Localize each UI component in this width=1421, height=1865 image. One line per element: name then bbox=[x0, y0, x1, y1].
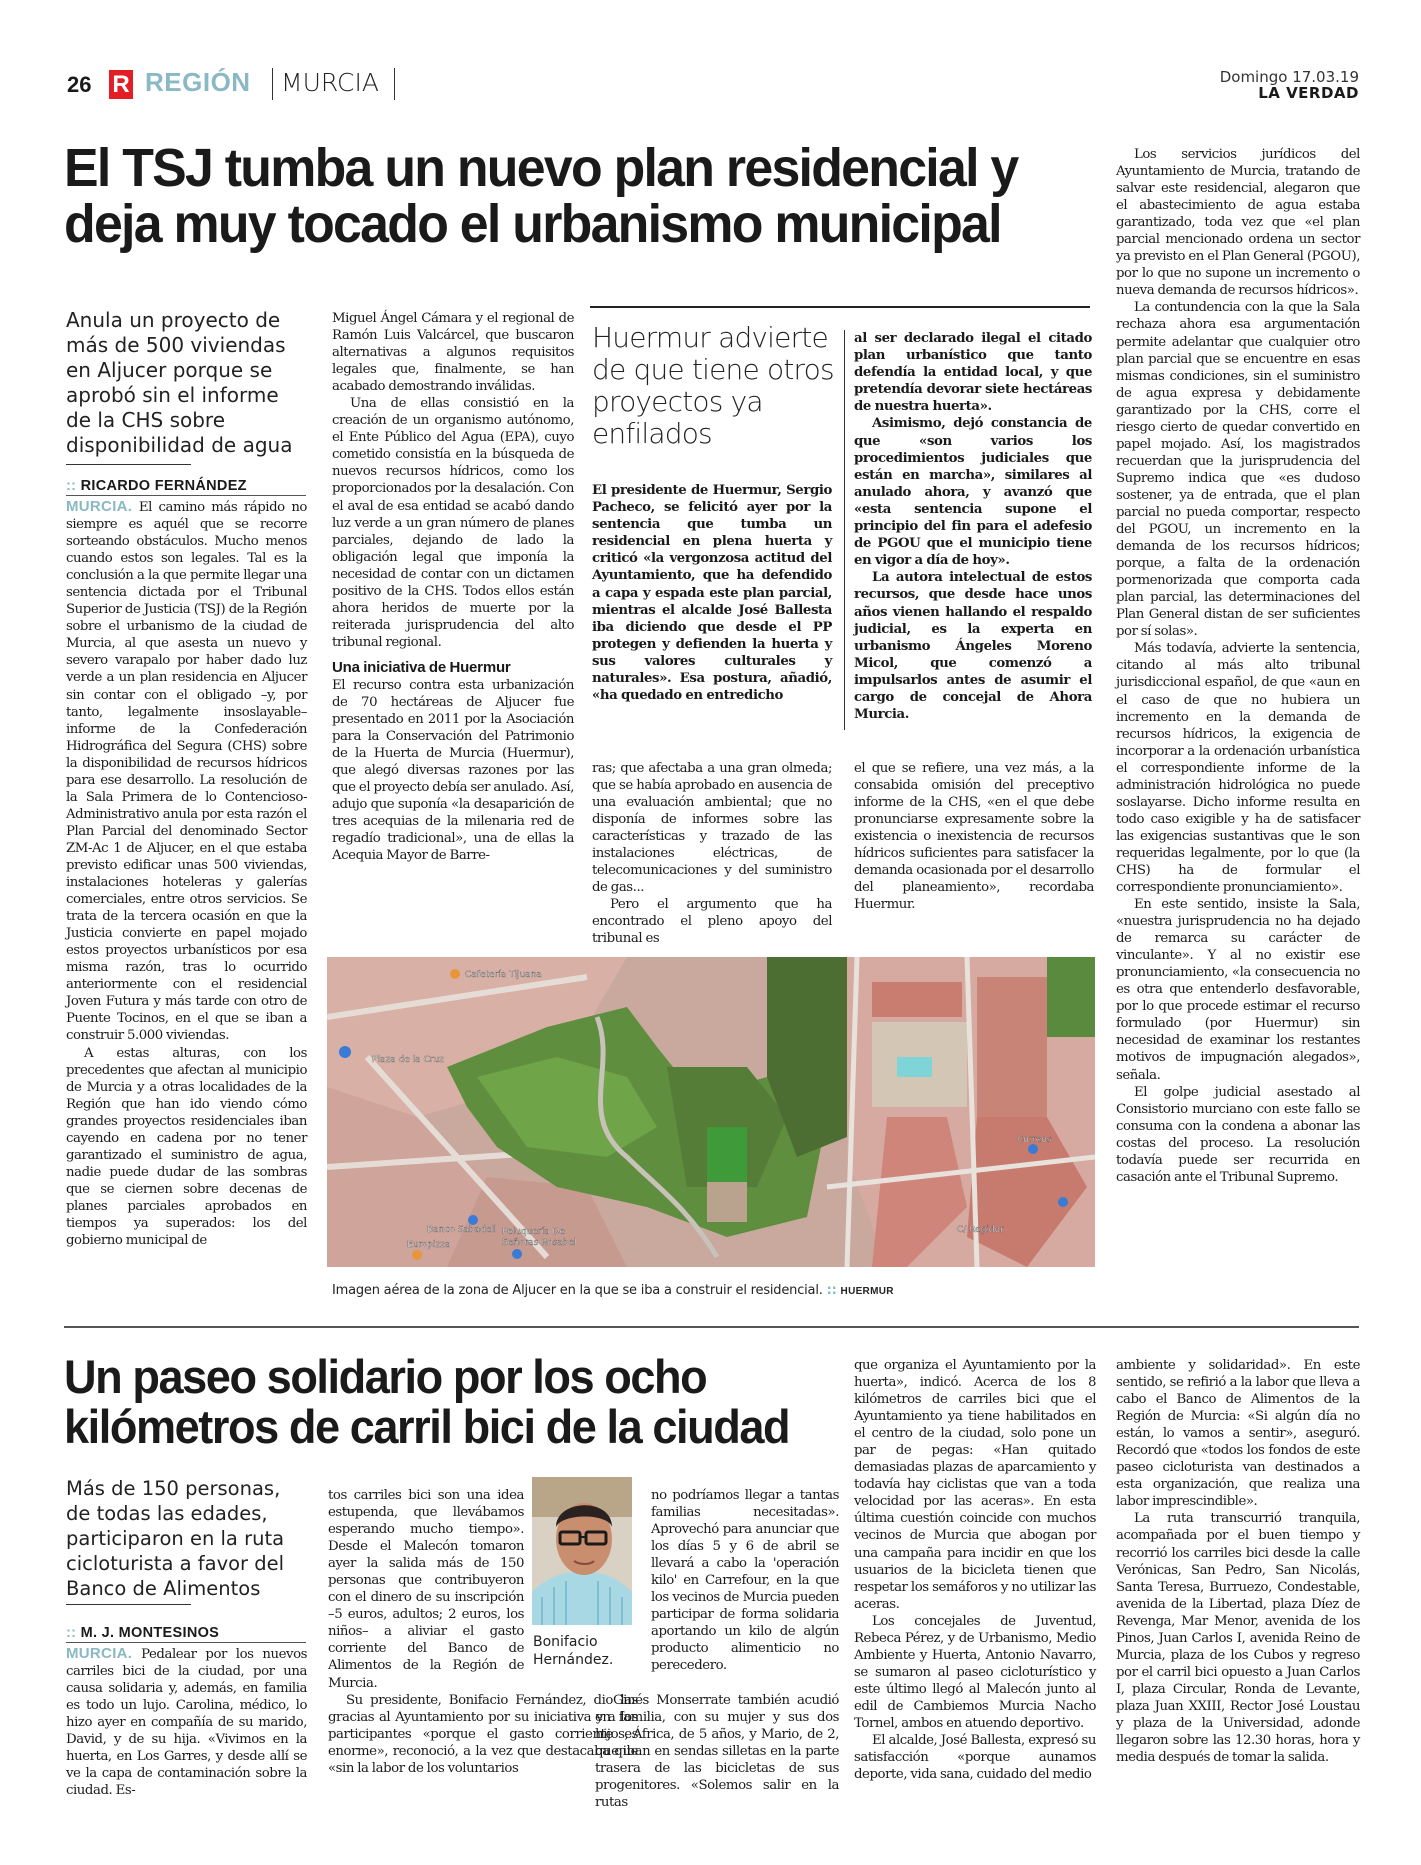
deck-rule bbox=[66, 1604, 191, 1605]
article-column-4 bbox=[854, 1357, 1096, 1783]
byline-author: M. J. MONTESINOS bbox=[80, 1625, 220, 1641]
article-deck: Anula un proyecto de más de 500 viviendas en Aljucer porque se aprobó sin el informe de la CHS sobre disponibilidad de agua bbox=[66, 308, 293, 457]
map-label: Plaza de la Cruz bbox=[372, 1055, 444, 1065]
issue-date: Domingo 17.03.19 bbox=[1219, 68, 1359, 86]
article-column-3 bbox=[592, 760, 832, 948]
subheading: Una iniciativa de Huermur bbox=[332, 658, 511, 676]
paragraph: Miguel Ángel Cámara y el regional de Ramón Luis Valcárcel, que buscaron alternativas a algunos requisitos legales que, finalmente, se han acabado demostrando inválidas. bbox=[332, 311, 574, 395]
article-column-3a bbox=[651, 1487, 839, 1675]
byline-dots-icon: :: bbox=[66, 478, 77, 494]
paragraph: Más todavía, advierte la sentencia, citando al más alto tribunal jurisdiccional español, de que «aun en el caso de que no hubiera un incremento en la demanda de recursos hídricos, la exigencia de incorporar a la ordenación urbanística el correspondiente informe de la administración hidrológica no puede soslayarse. Dicho informe resulta en todo caso exigible y ha de satisfacer las exigencias sustantivas que le son requeridas legalmente, por lo que (la CHS) ha de formular el correspondiente pronunciamiento». bbox=[1116, 641, 1360, 896]
map-label: Europizza bbox=[407, 1240, 451, 1250]
byline-dots-icon: :: bbox=[66, 1625, 77, 1641]
paragraph: En este sentido, insiste la Sala, «nuestra jurisprudencia no ha dejado de remarca su carácter de vinculante». Y al no existir ese pronunciamiento, «la consecuencia no es otra que entenderlo desfavorable, por lo que procede estimar el recurso formulado (por Huermur) sin necesidad de examinar los restantes motivos de impugnación alegados», señala. bbox=[1116, 897, 1360, 1083]
paragraph: el que se refiere, una vez más, a la consabida omisión del preceptivo informe de la CHS, «en el que debe pronunciarse expresamente sobre la existencia o inexistencia de recursos hídricos suficientes para satisfacer la demanda ocasionada por el desarrollo del planeamiento», recordaba Huermur. bbox=[854, 761, 1094, 913]
region-logo-icon: R bbox=[109, 70, 133, 99]
paragraph: La ruta transcurrió tranquila, acompañada por el buen tiempo y recorrió los carriles bici desde la calle Verónicas, San Pedro, San Nicolás, Santa Teresa, Burruezo, Condestable, avenida de la Libertad, plaza Díez de Revenga, Mar Menor, avenida de los Pinos, Juan Carlos I, avenida Reino de Murcia, plaza de los Cubos y regreso por el carril bici opuesto a Juan Carlos I, plaza Circular, Ronda de Levante, plaza Juan XXIII, Rector José Loustau y plaza de la Universidad, adonde llegaron sobre las 12.30 horas, hora y media después de tomar la salida. bbox=[1116, 1511, 1360, 1766]
map-label: Cafetería Tijuana bbox=[465, 970, 542, 980]
paragraph: El golpe judicial asestado al Consistorio murciano con este fallo se consuma con la condena a abonar las costas del proceso. La resolución todavía puede ser recurrida en casación ante el Tribunal Supremo. bbox=[1116, 1084, 1360, 1185]
caption-text: Imagen aérea de la zona de Aljucer en la que se iba a construir el residencial. bbox=[332, 1283, 823, 1298]
article-byline bbox=[66, 1625, 306, 1643]
article-column-5 bbox=[1116, 146, 1360, 1186]
article-column-3b bbox=[595, 1692, 839, 1811]
paragraph: Asimismo, dejó constancia de que «son varios los procedimientos judiciales que están en marcha», similares al anulado ahora, y avanzó que «esta sentencia supone el principio del fin para el adefesio de PGOU que el municipio tiene en vigor a día de hoy». bbox=[854, 416, 1092, 569]
paragraph: Su presidente, Bonifacio Fernández, dio las gracias al Ayuntamiento por su iniciativa y a los participantes «porque el gasto corriente es enorme», reconoció, a la vez que destacaba que «sin la labor de los voluntarios bbox=[328, 1693, 638, 1777]
box-column-divider bbox=[844, 330, 845, 730]
credit-dots-icon: :: bbox=[826, 1283, 837, 1298]
portrait-caption: Bonifacio Hernández. bbox=[533, 1634, 614, 1668]
deck-rule bbox=[66, 464, 191, 465]
paragraph: El recurso contra esta urbanización de 70 hectáreas de Aljucer fue presentado en 2011 por la Asociación para la Conservación del Patrimonio de la Huerta de Murcia (Huermur), que alegó diversas razones por las que el proyecto debía ser anulado. Así, adujo que suponía «la desaparición de tres acequias de la milenaria red de regadío tradicional», una de ellas la Acequia Mayor de Barre- bbox=[332, 677, 574, 864]
box-top-rule bbox=[590, 306, 1090, 308]
paragraph: La autora intelectual de estos recursos, que desde hace unos años vienen hallando el respaldo judicial, es la experta en urbanismo Ángeles Moreno Micol, que comenzó a impulsarlos antes de asumir el cargo de concejal de Ahora Murcia. bbox=[854, 570, 1092, 723]
page-number: 26 bbox=[67, 72, 92, 97]
paragraph: El presidente de Huermur, Sergio Pacheco, se felicitó ayer por la sentencia que tumba un residencial en plena huerta y criticó «la vergonzosa actitud del Ayuntamiento, que ha defendido a capa y espada este plan parcial, mientras el alcalde José Ballesta iba diciendo que desde el PP protegen y defienden la huerta y sus valores culturales y naturales». Esa postura, añadió, «ha quedado en entredicho bbox=[592, 483, 832, 704]
paragraph: A estas alturas, con los precedentes que afectan al municipio de Murcia y a otras localidades de la Región que han ido viendo cómo grandes proyectos residenciales iban cayendo en cadena por no tener garantizado el suministro de agua, nadie puede dudar de las sombras que se ciernen sobre decenas de planes parciales aprobados en tiempos ya superados: los del gobierno municipal de bbox=[66, 1045, 307, 1249]
box-column-2 bbox=[854, 330, 1092, 723]
map-label: C/ Regidor bbox=[957, 1225, 1004, 1235]
article-deck: Más de 150 personas, de todas las edades, participaron en la ruta cicloturista a favor del Banco de Alimentos bbox=[66, 1477, 285, 1600]
paragraph: La contundencia con la que la Sala rechaza ahora esa argumentación permite adelantar que cualquier otro plan parcial que se encuentre en esas mismas condiciones, sin el suministro de agua expresa y debidamente garantizado por la CHS, corre el riesgo cierto de quedar convertido en papel mojado. Así, los magistrados recuerdan que la jurisprudencia del Supremo indica que «es dudoso sostener, ya de entrada, que el plan parcial no pueda comportar, respecto del PGOU, un incremento en la demanda de los recursos hídricos; porque, a falta de la ordenación pormenorizada que comporta cada plan parcial, las determinaciones del Plan General distan de ser suficientes por sí solas». bbox=[1116, 300, 1360, 640]
paragraph: El alcalde, José Ballesta, expresó su satisfacción «porque aunamos deporte, vida sana, cuidado del medio bbox=[854, 1733, 1096, 1783]
dateline: MURCIA. bbox=[66, 498, 133, 515]
article-column-2b bbox=[328, 1692, 638, 1777]
photo-credit: HUERMUR bbox=[840, 1286, 894, 1297]
map-label: Señoras Rosabel bbox=[502, 1238, 577, 1248]
photo-caption bbox=[332, 1283, 1032, 1298]
article-column-4 bbox=[854, 760, 1094, 913]
header-divider bbox=[394, 68, 395, 100]
paragraph: Los servicios jurídicos del Ayuntamiento de Murcia, tratando de salvar este residencial, alegaron que el abastecimiento de agua estaba garantizado, toda vez que «el plan parcial mencionado ordena un sector ya previsto en el Plan General (PGOU), por lo que no supone un incremento o nueva demanda de recursos hídricos». bbox=[1116, 147, 1360, 299]
article-headline: El TSJ tumba un nuevo plan residencial y deja muy tocado el urbanismo municipal bbox=[64, 138, 1018, 254]
map-label: Correos bbox=[1017, 1135, 1052, 1145]
article-headline: Un paseo solidario por los ocho kilómetros de carril bici de la ciudad bbox=[64, 1350, 790, 1453]
paragraph: ambiente y solidaridad». En este sentido, se refirió a la labor que lleva a cabo el Banco de Alimentos de la Región de Murcia: «Si algún día no están, lo vamos a sentir», aseguró. Recordó que «todos los fondos de este paseo cicloturista van destinados a esta organización, que realiza una labor imprescindible». bbox=[1116, 1358, 1360, 1510]
paragraph: ras; que afectaba a una gran olmeda; que se había aprobado en ausencia de una evaluación ambiental; que no disponía de informes sobre las características y trazado de las instalaciones eléctricas, de telecomunicaciones y del suministro de gas... bbox=[592, 761, 832, 896]
paragraph: Pedalear por los nuevos carriles bici de la ciudad, por una causa solidaria y, además, en familia es todo un lujo. Carolina, médico, lo hizo ayer en compañía de su marido, David, y de su hija. «Vivimos en la huerta, en Los Garres, y desde allí se ve la capa de contaminación sobre la ciudad. Es- bbox=[66, 1647, 307, 1799]
section-name: REGIÓN bbox=[145, 67, 251, 97]
paragraph: tos carriles bici son una idea estupenda, que llevábamos esperando mucho tiempo». Desde el Malecón tomaron ayer la salida más de 150 personas que contribuyeron con el dinero de su inscripción –5 euros, adultos; 2 euros, los niños– a aliviar el gasto corriente del Banco de Alimentos de la Región de Murcia. bbox=[328, 1488, 524, 1691]
map-label: Peluquería De bbox=[502, 1227, 565, 1237]
map-label: Banco Sabadell bbox=[427, 1225, 497, 1235]
article-divider bbox=[64, 1326, 1359, 1328]
box-title: Huermur advierte de que tiene otros proyectos ya enfilados bbox=[592, 321, 834, 450]
article-column-1 bbox=[66, 1645, 307, 1799]
aerial-photo bbox=[327, 957, 1095, 1267]
paragraph: que organiza el Ayuntamiento por la huerta», indicó. Acerca de los 8 kilómetros de carriles bici que el Ayuntamiento ya tiene habilitados en el centro de la ciudad, solo pone un par de pegas: «Han quitado demasiadas plazas de aparcamiento y todavía hay ciclistas que van a toda velocidad por las aceras». En esta última cuestión coincide con muchos vecinos de Murcia que abogan por una campaña para incidir en que los usuarios de la bicicleta tienen que respetar los semáforos y no utilizar las aceras. bbox=[854, 1358, 1096, 1612]
article-byline bbox=[66, 478, 306, 496]
dateline: MURCIA. bbox=[66, 1645, 133, 1662]
article-column-1 bbox=[66, 498, 307, 1249]
header-divider bbox=[272, 68, 273, 100]
paragraph: Pero el argumento que ha encontrado el pleno apoyo del tribunal es bbox=[592, 897, 832, 947]
subsection-name: MURCIA bbox=[281, 68, 379, 97]
box-column-1 bbox=[592, 482, 832, 704]
portrait-image bbox=[532, 1477, 632, 1625]
byline-author: RICARDO FERNÁNDEZ bbox=[80, 478, 247, 494]
paragraph: Ginés Monserrate también acudió en familia, con su mujer y sus dos hijos, África, de 5 años, y Mario, de 2, que iban en sendas silletas en la parte trasera de las bicicletas de sus progenitores. «Solemos salir en la rutas bbox=[595, 1693, 839, 1811]
paragraph: Una de ellas consistió en la creación de un organismo autónomo, el Ente Público del Agua (EPA), cuyo cometido consistía en la búsqueda de nuevos recursos hídricos, como los proporcionados por la desalación. Con el aval de esa entidad se acabó dando luz verde a un gran número de planes parciales, dejando de lado la obligación legal que imponía la necesidad de contar con un dictamen positivo de la CHS. Todos ellos están ahora heridos de muerte por la reiterada jurisprudencia del alto tribunal regional. bbox=[332, 396, 574, 650]
article-column-5 bbox=[1116, 1357, 1360, 1766]
paragraph: no podríamos llegar a tantas familias necesitadas». Aprovechó para anunciar que los días 5 y 6 de abril se llevará a cabo la 'operación kilo' en Carrefour, en la que los vecinos de Murcia pueden participar de forma solidaria aportando un kilo de algún producto alimenticio no perecedero. bbox=[651, 1488, 839, 1674]
paragraph: al ser declarado ilegal el citado plan urbanístico que tanto defendía la entidad local, y que pretendía devorar siete hectáreas de nuestra huerta». bbox=[854, 331, 1092, 415]
paragraph: El camino más rápido no siempre es aquél que se recorre sorteando obstáculos. Mucho menos cuando estos son legales. Tal es la conclusión a la que permite llegar una sentencia dictada por el Tribunal Superior de Justicia (TSJ) de la Región sobre el urbanismo de la ciudad de Murcia, al que asesta un nuevo y severo varapalo por haber dado luz verde a un plan residencia en Aljucer sin contar con el obligado –y, por tanto, legalmente insoslayable– informe de la Confederación Hidrográfica del Segura (CHS) sobre la disponibilidad de recursos hídricos para ese desarrollo. La resolución de la Sala Primera de lo Contencioso-Administrativo anula por esta razón el Plan Parcial del denominado Sector ZM-Ac 1 de Aljucer, en el que estaba previsto edificar unas 500 viviendas, instalaciones hoteleras y galerías comerciales, entre otros servicios. Se trata de la tercera ocasión en que la Justicia convierte en papel mojado estos proyectos urbanísticos por esa misma razón, tras lo ocurrido anteriormente con el residencial Joven Futura y más tarde con otro de Puente Tocinos, en el que se iban a construir 5.000 viviendas. bbox=[66, 500, 307, 1044]
article-column-2a bbox=[328, 1487, 524, 1692]
aerial-map-image bbox=[327, 957, 1095, 1267]
article-column-2 bbox=[332, 310, 574, 865]
newspaper-name: LA VERDAD bbox=[1258, 84, 1359, 102]
paragraph: Los concejales de Juventud, Rebeca Pérez, y de Urbanismo, Medio Ambiente y Huerta, Antonio Navarro, se sumaron al paseo cicloturístico y este último llegó al Malecón junto al edil de Cambiemos Murcia Nacho Tornel, ambos en atuendo deportivo. bbox=[854, 1613, 1096, 1731]
portrait-photo bbox=[532, 1477, 632, 1625]
